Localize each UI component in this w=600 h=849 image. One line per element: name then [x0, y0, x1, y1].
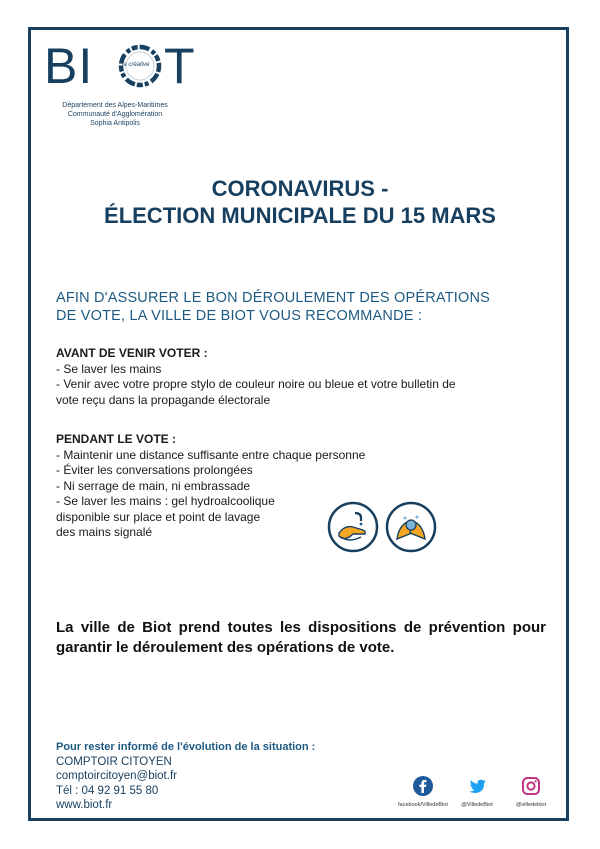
intro-text — [56, 289, 556, 325]
twitter-link[interactable] — [449, 776, 505, 808]
hand-washing-icon — [327, 501, 379, 553]
list-item: disponible sur place et point de lavage — [56, 509, 261, 524]
list-item: vote reçu dans la propagande électorale — [56, 392, 271, 407]
intro-line: AFIN D'ASSURER LE BON DÉROULEMENT DES OPÉRATIONS — [56, 290, 491, 306]
list-item: des mains signalé — [56, 525, 153, 539]
title-line: ÉLECTION MUNICIPALE DU 15 MARS — [104, 203, 496, 228]
biot-logo — [44, 40, 204, 128]
contact-footer — [56, 740, 386, 813]
facebook-link[interactable] — [395, 776, 451, 808]
logo-subtitle-line: Département des Alpes-Maritimes — [62, 102, 168, 109]
title-line: CORONAVIRUS - — [211, 176, 389, 201]
social-label: @villedebiot — [515, 802, 547, 808]
logo-letters-bi: BI — [44, 38, 94, 94]
during-voting-section — [56, 432, 556, 541]
instagram-link[interactable] — [503, 776, 559, 808]
logo-letter-t: T — [164, 38, 195, 94]
social-label: @VilledeBiot — [461, 802, 493, 808]
list-item: - Maintenir une distance suffisante entre chaque personne — [56, 447, 366, 462]
page-border — [28, 27, 569, 821]
list-item: - Venir avec votre propre stylo de couleur noire ou bleue et votre bulletin de — [56, 377, 456, 391]
footer-lead: Pour rester informé de l'évolution de la situation : — [56, 741, 316, 753]
hygiene-icons — [327, 501, 442, 556]
logo-subtitle — [44, 101, 186, 128]
logo-tagline: la créative — [122, 62, 150, 68]
list-item: - Éviter les conversations prolongées — [56, 463, 253, 477]
footer-website[interactable]: www.biot.fr — [56, 799, 113, 811]
list-item: - Se laver les mains — [56, 361, 162, 376]
intro-line: DE VOTE, LA VILLE DE BIOT VOUS RECOMMANDE : — [56, 308, 423, 324]
hand-sanitizer-icon — [385, 501, 437, 553]
logo-subtitle-line: Sophia Antipolis — [90, 120, 140, 127]
logo-subtitle-line: Communauté d'Agglomération — [67, 111, 163, 118]
footer-name: COMPTOIR CITOYEN — [56, 755, 172, 768]
page-title — [0, 175, 600, 229]
section-heading: AVANT DE VENIR VOTER : — [56, 346, 208, 360]
facebook-icon — [413, 776, 433, 796]
list-item: - Ni serrage de main, ni embrassade — [56, 478, 251, 493]
list-item: - Se laver les mains : gel hydroalcoolique — [56, 494, 275, 508]
footer-email[interactable]: comptoircitoyen@biot.fr — [56, 770, 177, 782]
before-voting-section — [56, 346, 556, 408]
social-links — [395, 776, 560, 816]
section-heading: PENDANT LE VOTE : — [56, 432, 177, 446]
prevention-statement: La ville de Biot prend toutes les dispositions de prévention pour garantir le déroulement des opérations de vote. — [56, 619, 546, 656]
social-label: facebook/VilledeBiot — [398, 802, 448, 808]
footer-phone: Tél : 04 92 91 55 80 — [56, 784, 159, 797]
instagram-icon — [521, 776, 541, 796]
twitter-icon — [467, 776, 487, 796]
